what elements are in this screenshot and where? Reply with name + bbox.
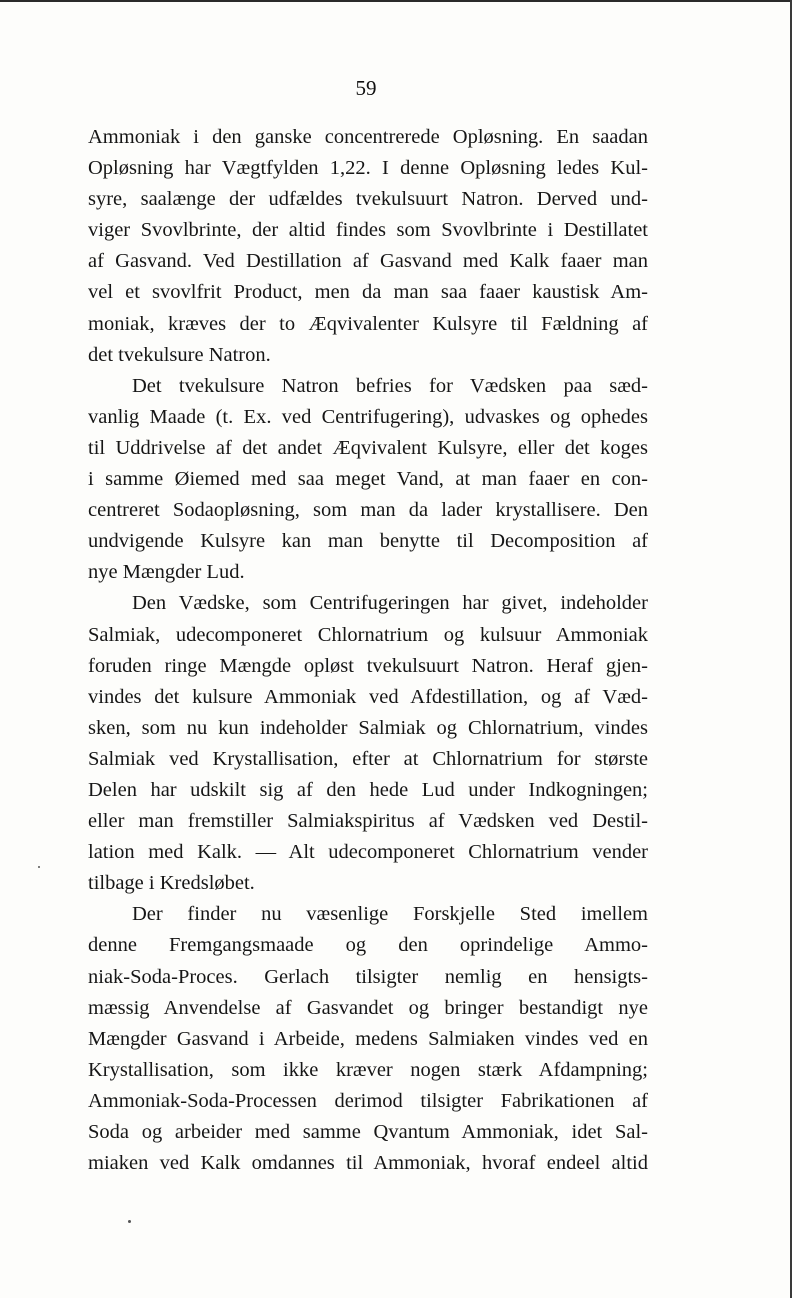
text-line: undvigende Kulsyre kan man benytte til Decomposition af xyxy=(88,530,648,553)
text-line: tilbage i Kredsløbet. xyxy=(88,872,255,895)
text-line: Salmiak, udecomponeret Chlornatrium og kulsuur Ammoniak xyxy=(88,623,648,646)
text-line: Opløsning har Vægtfylden 1,22. I denne Opløsning ledes Kul- xyxy=(88,157,648,180)
text-line: i samme Øiemed med saa meget Vand, at man faaer en con- xyxy=(88,468,648,491)
text-line: Ammoniak i den ganske concentrerede Opløsning. En saadan xyxy=(88,126,648,148)
text-line: foruden ringe Mængde opløst tvekulsuurt Natron. Heraf gjen- xyxy=(88,654,648,677)
text-line: det tvekulsure Natron. xyxy=(88,343,271,366)
text-line: Mængder Gasvand i Arbeide, medens Salmiaken vindes ved en xyxy=(88,1027,648,1050)
text-line: miaken ved Kalk omdannes til Ammoniak, hvoraf endeel altid xyxy=(88,1152,648,1175)
text-line: nye Mængder Lud. xyxy=(88,561,245,584)
page-number: 59 xyxy=(355,76,377,100)
body-text xyxy=(88,122,648,1179)
text-line: vel et svovlfrit Product, men da man saa faaer kaustisk Am- xyxy=(88,281,648,304)
text-line: niak-Soda-Proces. Gerlach tilsigter nemlig en hensigts- xyxy=(88,965,648,988)
text-line: vanlig Maade (t. Ex. ved Centrifugering), udvaskes og ophedes xyxy=(88,405,648,428)
text-line: lation med Kalk. — Alt udecomponeret Chlornatrium vender xyxy=(88,841,648,864)
text-line: syre, saalænge der udfældes tvekulsuurt Natron. Derved und- xyxy=(88,188,648,211)
text-line: sken, som nu kun indeholder Salmiak og Chlornatrium, vindes xyxy=(88,716,648,739)
scan-speck xyxy=(128,1220,131,1223)
text-line: Krystallisation, som ikke kræver nogen stærk Afdampning; xyxy=(88,1058,648,1081)
text-line: mæssig Anvendelse af Gasvandet og bringer bestandigt nye xyxy=(88,996,648,1019)
text-line: eller man fremstiller Salmiakspiritus af Vædsken ved Destil- xyxy=(88,810,648,833)
text-line: Den Vædske, som Centrifugeringen har givet, indeholder xyxy=(132,592,648,615)
text-line: af Gasvand. Ved Destillation af Gasvand med Kalk faaer man xyxy=(88,250,648,273)
text-line: Ammoniak-Soda-Processen derimod tilsigter Fabrikationen af xyxy=(88,1089,648,1112)
text-line: centreret Sodaopløsning, som man da lader krystallisere. Den xyxy=(88,499,648,522)
text-line: denne Fremgangsmaade og den oprindelige Ammo- xyxy=(88,934,648,957)
text-line: Salmiak ved Krystallisation, efter at Chlornatrium for største xyxy=(88,747,648,770)
text-line: Det tvekulsure Natron befries for Vædsken paa sæd- xyxy=(132,374,648,397)
text-line: Soda og arbeider med samme Qvantum Ammoniak, idet Sal- xyxy=(88,1121,648,1143)
text-line: Delen har udskilt sig af den hede Lud under Indkogningen; xyxy=(88,778,648,801)
text-line: til Uddrivelse af det andet Æqvivalent Kulsyre, eller det koges xyxy=(88,436,648,459)
scan-border-top xyxy=(0,0,792,2)
text-line: Der finder nu væsenlige Forskjelle Sted imellem xyxy=(132,903,648,926)
text-line: viger Svovlbrinte, der altid findes som Svovlbrinte i Destillatet xyxy=(88,219,648,242)
text-line: vindes det kulsure Ammoniak ved Afdestillation, og af Væd- xyxy=(88,685,648,708)
text-line: moniak, kræves der to Æqvivalenter Kulsyre til Fældning af xyxy=(88,312,648,335)
scan-speck xyxy=(38,866,40,868)
